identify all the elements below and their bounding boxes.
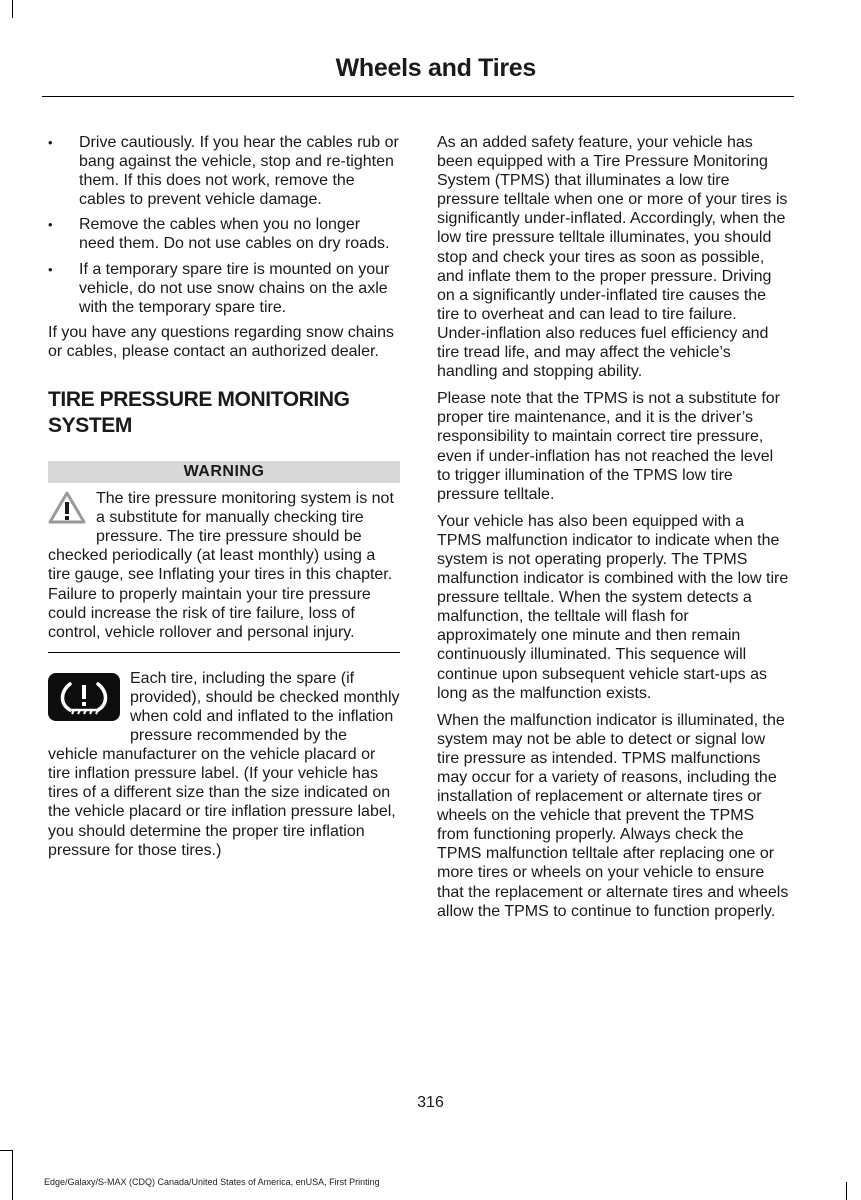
page-number: 316 (417, 1094, 444, 1111)
warning-text: The tire pressure monitoring system is not a substitute for manually checking tire pressure. The tire pressure should be checked periodically (at least monthly) using a tire gauge, see Inflating your tires in this chapter. Failure to properly maintain your tire pressure could increase the risk of tire failure, loss of control, vehicle rollover and personal injury. (48, 490, 394, 641)
tpms-low-pressure-icon (48, 673, 120, 726)
warning-label: WARNING (48, 461, 400, 483)
list-item: • Remove the cables when you no longer need them. Do not use cables on dry roads. (48, 215, 400, 253)
left-column (48, 133, 400, 860)
malfunction-indicator-paragraph: Your vehicle has also been equipped with a TPMS malfunction indicator to indicate when the system is not operating properly. The TPMS malfunction indicator is combined with the low tire pressure telltale. When the system detects a malfunction, the telltale will flash for approximately one minute and then remain continuously illuminated. This sequence will continue upon subsequent vehicle start-ups as long as the malfunction exists. (437, 512, 789, 702)
malfunction-effects-paragraph: When the malfunction indicator is illuminated, the system may not be able to detect or signal low tire pressure as intended. TPMS malfunctions may occur for a variety of reasons, including the installation of replacement or alternate tires or wheels on the vehicle that prevent the TPMS from functioning properly. Always check the TPMS malfunction telltale after replacing one or more tires or wheels on your vehicle to ensure that the replacement or alternate tires and wheels allow the TPMS to continue to function properly. (437, 711, 789, 920)
tpms-block (48, 669, 400, 860)
warning-box (48, 489, 400, 653)
right-column (437, 133, 789, 929)
crop-mark-top-left (12, 0, 13, 18)
warning-triangle-icon (48, 491, 86, 530)
crop-mark-bottom-right (846, 1182, 847, 1200)
tpms-paragraph: Each tire, including the spare (if provided), should be checked monthly when cold and inflated to the inflation pressure recommended by the vehicle manufacturer on the vehicle placard or tire inflation pressure label. (If your vehicle has tires of a different size than the size indicated on the vehicle placard or tire inflation pressure label, you should determine the proper tire inflation pressure for those tires.) (48, 669, 400, 859)
title-rule (42, 96, 794, 97)
edition-footer: Edge/Galaxy/S-MAX (CDQ) Canada/United States of America, enUSA, First Printing (44, 1177, 380, 1187)
crop-mark-bottom-left (12, 1150, 13, 1200)
tpms-note-paragraph: Please note that the TPMS is not a substitute for proper tire maintenance, and it is the driver’s responsibility to maintain correct tire pressure, even if under-inflation has not reached the level to trigger illumination of the TPMS low tire pressure telltale. (437, 390, 781, 503)
tpms-intro-paragraph: As an added safety feature, your vehicle has been equipped with a Tire Pressure Monitoring System (TPMS) that illuminates a low tire pressure telltale when one or more of your tires is significantly under-inflated. Accordingly, when the low tire pressure telltale illuminates, you should stop and check your tires as soon as possible, and inflate them to the proper pressure. Driving on a significantly under-inflated tire causes the tire to overheat and can lead to tire failure. Under-inflation also reduces fuel efficiency and tire tread life, and may affect the vehicle’s handling and stopping ability. (437, 134, 788, 381)
questions-paragraph: If you have any questions regarding snow chains or cables, please contact an authorized dealer. (48, 323, 394, 360)
list-item: • Drive cautiously. If you hear the cables rub or bang against the vehicle, stop and re-tighten them. If this does not work, remove the cables to prevent vehicle damage. (48, 133, 400, 209)
bullet-list (48, 133, 400, 317)
list-item: • If a temporary spare tire is mounted on your vehicle, do not use snow chains on the axle with the temporary spare tire. (48, 260, 400, 317)
section-heading: TIRE PRESSURE MONITORING SYSTEM (48, 388, 350, 438)
page-title: Wheels and Tires (335, 54, 536, 82)
crop-mark-bottom-left-h (0, 1150, 12, 1151)
